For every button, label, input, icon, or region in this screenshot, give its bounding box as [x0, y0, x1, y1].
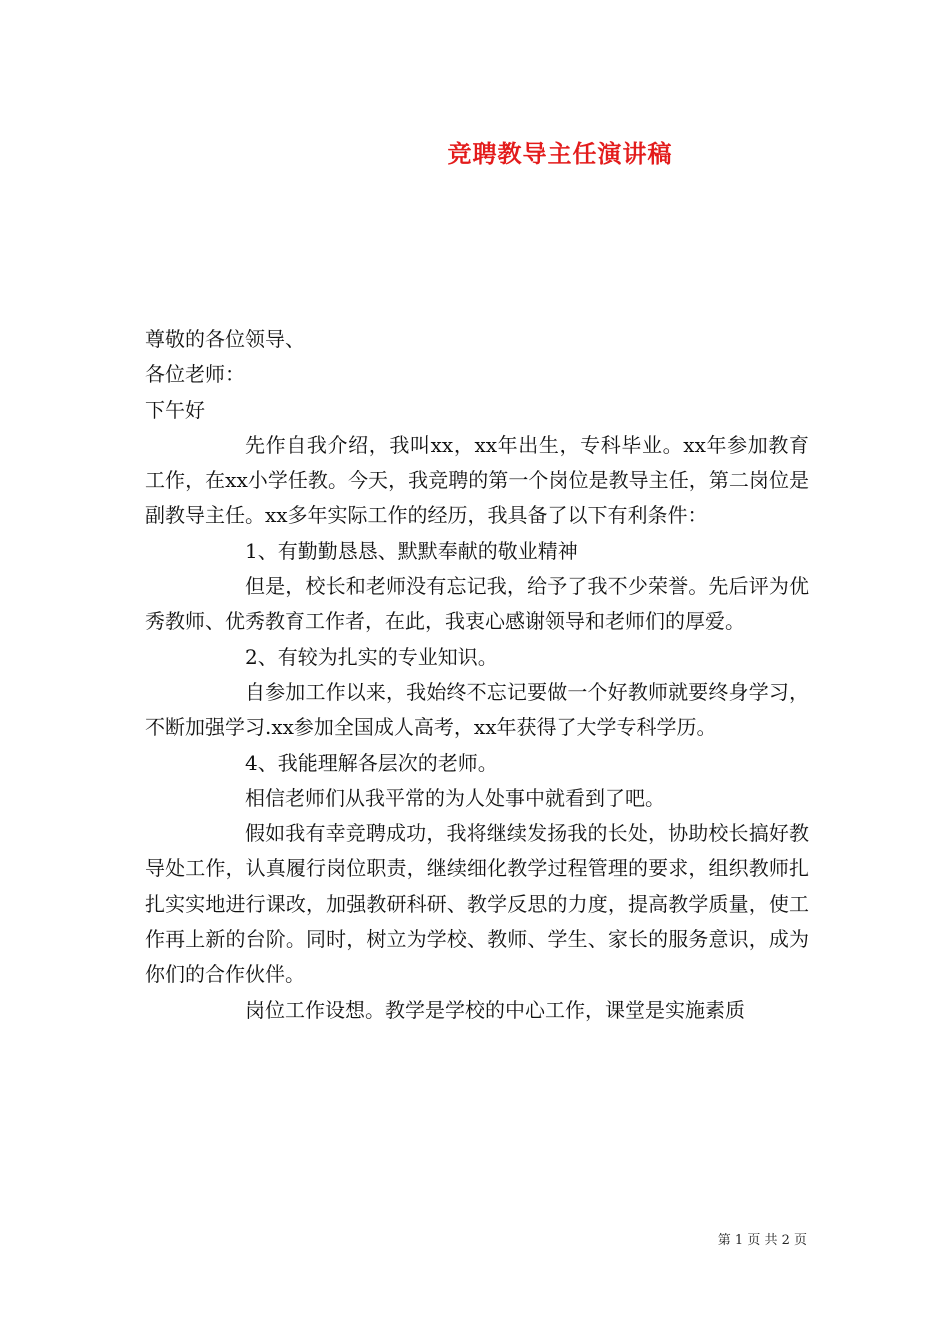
salutation-line-2: 各位老师： [145, 362, 245, 387]
greeting: 下午好 [145, 397, 205, 422]
paragraph-learning: 自参加工作以来，我始终不忘记要做一个好教师就要终身学习，不断加强学习.xx参加全国成人高考，xx年获得了大学专科学历。 [145, 679, 809, 740]
salutation-line-1: 尊敬的各位领导、 [145, 327, 305, 351]
point-heading-1: 1、有勤勤恳恳、默默奉献的敬业精神 [245, 538, 578, 563]
paragraph-trust: 相信老师们从我平常的为人处事中就看到了吧。 [245, 785, 665, 810]
point-heading-2: 2、有较为扎实的专业知识。 [245, 644, 498, 669]
paragraph-intro: 先作自我介绍，我叫xx，xx年出生，专科毕业。xx年参加教育工作，在xx小学任教。今天，我竞聘的第一个岗位是教导主任，第二岗位是副教导主任。xx多年实际工作的经历，我具备了以下有利条件： [145, 432, 809, 528]
document-body [145, 322, 809, 1028]
page-number-footer: 第 1 页 共 2 页 [717, 1233, 807, 1248]
document-title: 竞聘教导主任演讲稿 [447, 139, 673, 168]
point-heading-4: 4、我能理解各层次的老师。 [245, 750, 498, 775]
paragraph-honors: 但是，校长和老师没有忘记我，给予了我不少荣誉。先后评为优秀教师、优秀教育工作者，在此，我衷心感谢领导和老师们的厚爱。 [145, 574, 809, 634]
paragraph-vision: 岗位工作设想。教学是学校的中心工作，课堂是实施素质 [245, 997, 745, 1022]
paragraph-plan: 假如我有幸竞聘成功，我将继续发扬我的长处，协助校长搞好教导处工作，认真履行岗位职责，继续细化教学过程管理的要求，组织教师扎扎实实地进行课改，加强教研科研、教学反思的力度，提高教学质量，使工作再上新的台阶。同时，树立为学校、教师、学生、家长的服务意识，成为你们的合作伙伴。 [145, 821, 809, 987]
